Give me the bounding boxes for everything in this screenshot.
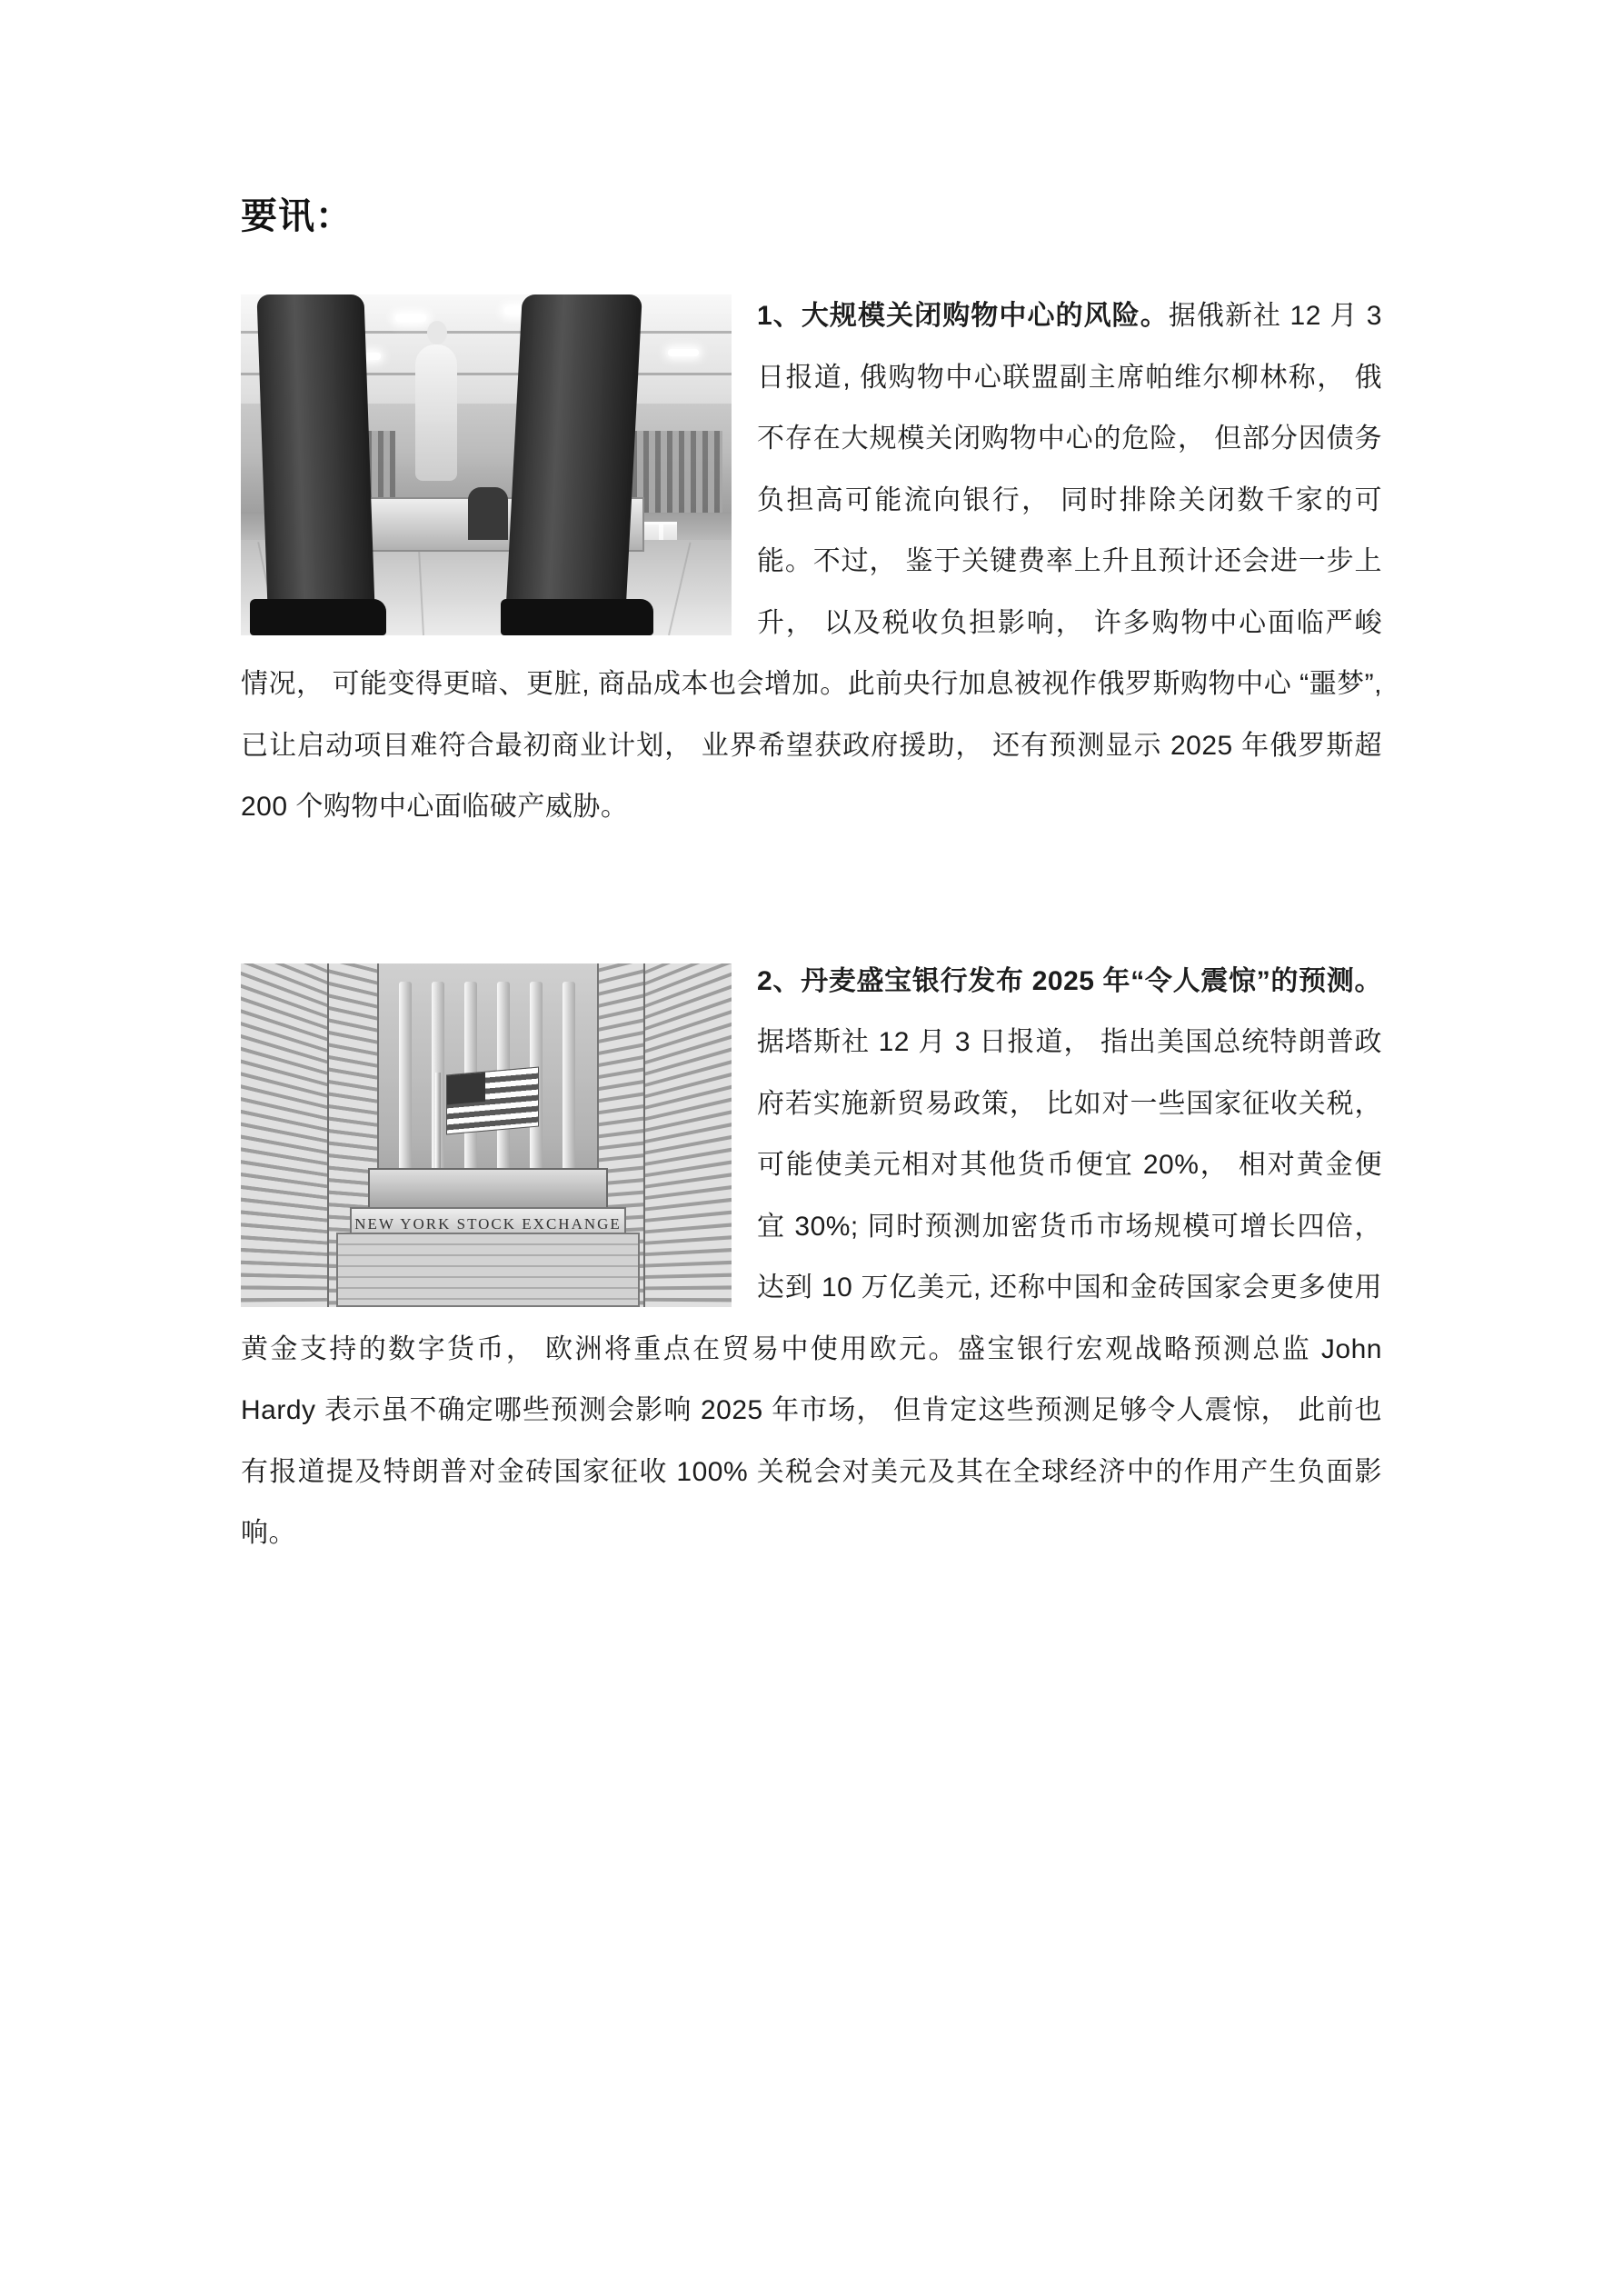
shopping-mall-photo — [241, 294, 732, 635]
nyse-illustration — [241, 963, 732, 1307]
mannequin — [415, 344, 457, 481]
article-2-body: 据塔斯社 12 月 3 日报道， 指出美国总统特朗普政府若实施新贸易政策， 比如对一些国家征收关税， 可能使美元相对其他货币便宜 20%， 相对黄金便宜 30%; 同时预测加密货币市场规模可增长四倍， 达到 10 万亿美元, 还称中国和金砖国家会更多使用黄金支持的数字货币， 欧洲将重点在贸易中使用欧元。盛宝银行宏观战略预测总监 John Hardy 表示虽不确定哪些预测会影响 2025 年市场， 但肯定这些预测足够令人震惊， 此前也有报道提及特朗普对金砖国家征收 100% 关税会对美元及其在全球经济中的作用产生负面影响。 — [241, 1027, 1382, 1548]
foreground-leg-right — [504, 294, 642, 635]
page-title: 要讯： — [241, 196, 353, 236]
article-1-lead: 1、大规模关闭购物中心的风险。 — [757, 301, 1169, 331]
article-1-body: 据俄新社 12 月 3 日报道, 俄购物中心联盟副主席帕维尔柳林称， 俄不存在大规模关闭购物中心的危险， 但部分因债务负担高可能流向银行， 同时排除关闭数千家的可能。不过， 鉴于关键费率上升且预计还会进一步上升， 以及税收负担影响， 许多购物中心面临严峻情况， 可能变得更暗、更脏, 商品成本也会增加。此前央行加息被视作俄罗斯购物中心 “噩梦”, 已让启动项目难符合最初商业计划， 业界希望获政府援助， 还有预测显示 2025 年俄罗斯超 200 个购物中心面临破产威胁。 — [241, 301, 1382, 822]
us-flag — [446, 1066, 539, 1134]
foreground-leg-left — [256, 294, 375, 635]
shoe-right — [501, 599, 653, 635]
nyse-building-photo — [241, 963, 732, 1307]
building-base — [336, 1233, 640, 1307]
article-1 — [241, 285, 1382, 865]
mall-illustration — [241, 294, 732, 635]
exchange-sign-text: NEW YORK STOCK EXCHANGE — [354, 1214, 622, 1233]
shoe-left — [250, 599, 386, 635]
section-spacer — [241, 874, 1382, 923]
article-2-lead: 2、丹麦盛宝银行发布 2025 年“令人震惊”的预测。 — [757, 965, 1382, 996]
article-2 — [241, 951, 1382, 1592]
